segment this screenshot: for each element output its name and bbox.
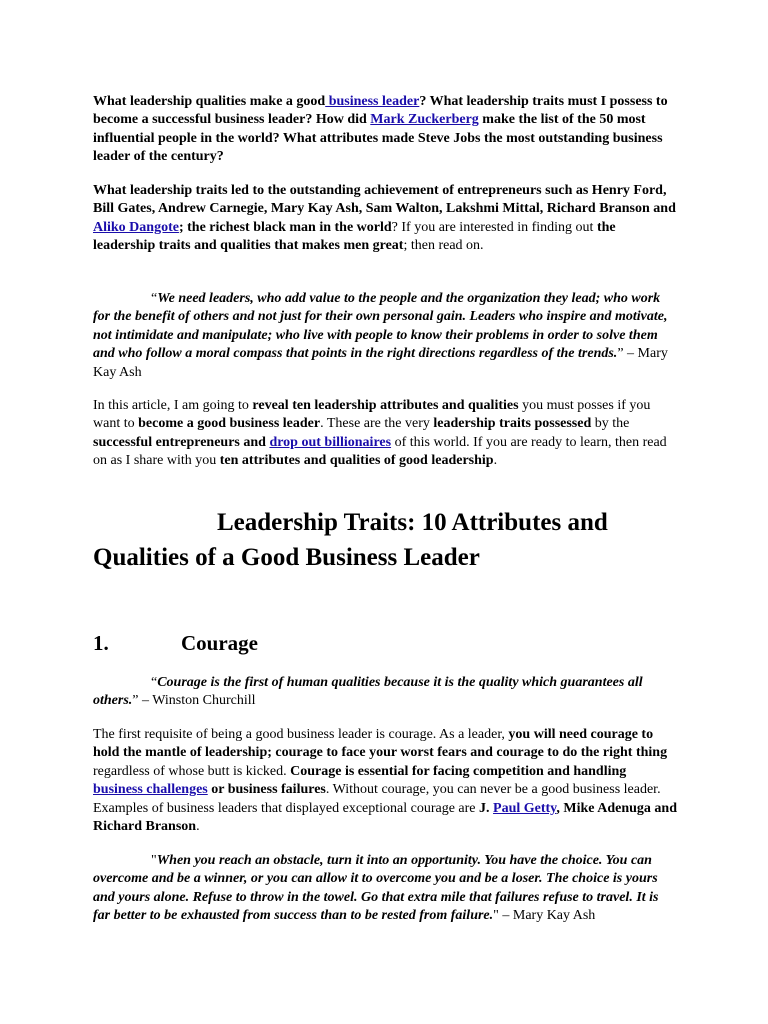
obstacle-quote <box>93 852 678 926</box>
text-span: . These are the very <box>320 416 434 432</box>
aliko-dangote-link[interactable]: Aliko Dangote <box>93 219 179 235</box>
bold-text: become a good business leader <box>138 416 321 432</box>
bold-text: successful entrepreneurs and <box>93 434 270 450</box>
bold-text: ten attributes and qualities of good leadership <box>219 453 494 469</box>
intro-paragraph <box>93 93 678 167</box>
business-challenges-link[interactable]: business challenges <box>93 782 208 798</box>
bold-text: or business failures <box>207 782 326 798</box>
bold-text: the leadership traits and qualities that makes men great <box>93 219 616 254</box>
mary-kay-ash-quote <box>93 290 678 382</box>
bold-text: Courage is essential for facing competition and handling <box>290 763 627 779</box>
text-span: . <box>196 819 200 835</box>
entrepreneurs-paragraph <box>93 182 678 256</box>
drop-out-billionaires-link[interactable]: drop out billionaires <box>269 434 392 450</box>
bold-text: ; the richest black man in the world <box>178 219 392 235</box>
bold-text: you will need courage to hold the mantle of leadership; courage to face your worst fears and courage to do the right thing <box>93 727 668 761</box>
bold-text: reveal ten leadership attributes and qualities <box>252 398 519 413</box>
quote-text: Courage is the first of human qualities because it is the quality which guarantees all others. <box>93 675 643 709</box>
text-span: regardless of whose butt is kicked. <box>93 763 291 779</box>
mark-zuckerberg-link[interactable]: Mark Zuckerberg <box>370 112 479 128</box>
text-span: make the list of the 50 most influential people in the world? What attributes made Steve Jobs the most outstanding business leader of the century? <box>93 112 663 165</box>
text-span: In this article, I am going to <box>93 398 253 413</box>
section-title: Courage <box>181 631 258 655</box>
text-span: you must posses if you want to <box>93 398 651 432</box>
quote-attribution: " – Mary Kay Ash <box>493 908 596 924</box>
text-span: The first requisite of being a good business leader is courage. As a leader, <box>93 727 509 742</box>
bold-text: leadership traits possessed <box>433 416 592 432</box>
text-span: of this world. If you are ready to learn, then read on as I share with you <box>93 434 667 469</box>
section-number: 1. <box>93 631 109 655</box>
text-span: by the <box>591 416 630 432</box>
quote-mark: “ <box>151 291 158 306</box>
text-span: . <box>493 453 498 469</box>
quote-text: We need leaders, who add value to the people and the organization they lead; who work for the benefit of others and not just for their own personal gain. Leaders who inspire and motivate, not intimidate and manipulate; who live with people to know their problems in order to solve them and who follow a moral compass that points in the right directions regardless of the trends. <box>93 291 668 362</box>
bold-text: J. <box>479 800 494 816</box>
paul-getty-link[interactable]: Paul Getty <box>493 800 557 816</box>
churchill-quote <box>93 674 678 711</box>
bold-text: , Mike Adenuga and Richard Branson <box>93 800 678 835</box>
text-span: ; then read on. <box>403 238 484 254</box>
bold-text: What leadership traits led to the outstanding achievement of entrepreneurs such as Henry Ford, Bill Gates, Andrew Carnegie, Mary Kay Ash, Sam Walton, Lakshmi Mittal, Richard Branson and <box>93 183 676 217</box>
quote-attribution: ” – Winston Churchill <box>132 693 256 709</box>
article-intro-paragraph <box>93 397 678 471</box>
text-span: What leadership qualities make a good <box>93 94 326 109</box>
business-leader-link[interactable]: business leader <box>325 94 420 109</box>
article-heading: Leadership Traits: 10 Attributes and Qualities of a Good Business Leader <box>93 509 608 571</box>
quote-attribution: ” – Mary Kay Ash <box>93 346 668 380</box>
quote-mark: " <box>151 853 157 868</box>
text-span: ? If you are interested in finding out <box>391 219 597 235</box>
text-span: . Without courage, you can never be a good business leader. Examples of business leaders that displayed exceptional courage are <box>93 782 661 816</box>
quote-mark: “ <box>151 675 158 690</box>
quote-text: When you reach an obstacle, turn it into an opportunity. You have the choice. You can overcome and be a winner, or you can allow it to overcome you and be a loser. The choice is yours and yours alone. Refuse to throw in the towel. Go that extra mile that failures refuse to travel. It is far better to be exhausted from success than to be rested from failure. <box>93 853 659 924</box>
courage-paragraph <box>93 726 678 836</box>
section-heading-courage <box>93 629 258 657</box>
text-span: ? What leadership traits must I possess to become a successful business leader? How did <box>93 94 668 128</box>
